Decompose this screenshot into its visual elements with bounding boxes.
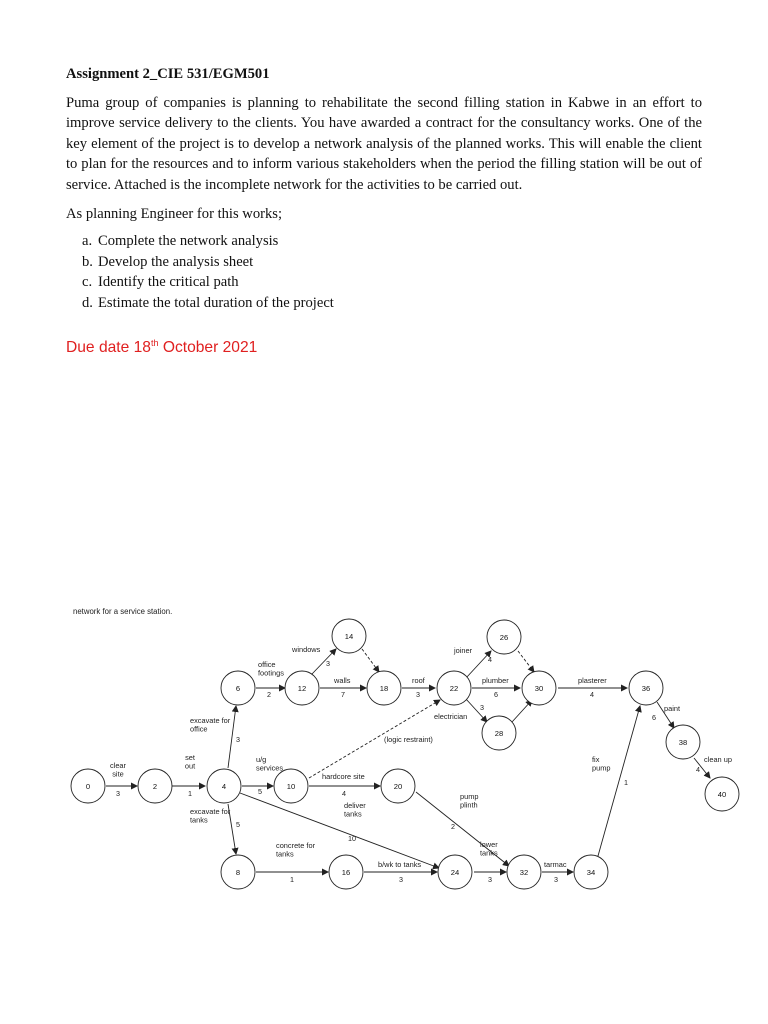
clear-site-duration: 3 [116, 789, 120, 798]
fix-pump-duration: 1 [624, 778, 628, 787]
clean-up-duration: 4 [696, 765, 700, 774]
task-marker: c. [82, 274, 93, 291]
office-footings-label: office footings [258, 660, 284, 678]
roof-duration: 3 [416, 690, 420, 699]
clear-site-label: clear site [109, 761, 127, 779]
logic-restraint-label: (logic restraint) [384, 735, 433, 744]
plasterer-duration: 4 [590, 690, 594, 699]
node-2-label: 2 [152, 782, 158, 791]
node-18-label: 18 [379, 684, 389, 693]
task-marker: d. [82, 294, 93, 311]
plasterer-label: plasterer [578, 676, 607, 685]
joiner-label: joiner [454, 646, 473, 655]
windows-label: windows [292, 645, 321, 654]
concrete-tanks-duration: 1 [290, 875, 294, 884]
windows-duration: 3 [326, 659, 330, 668]
bwk-tanks-label: b/wk to tanks [378, 860, 422, 869]
due-date-month-year: October 2021 [158, 339, 258, 357]
node-22-label: 22 [449, 684, 459, 693]
ug-services-label: u/g services [256, 755, 284, 773]
roof-label: roof [412, 676, 425, 685]
due-date-suffix-sup: th [150, 338, 159, 348]
set-out-label: set out [184, 753, 196, 771]
electrician-label: electrician [434, 712, 468, 721]
clean-up-label: clean up [704, 755, 732, 764]
excavate-tanks-label: excavate for tanks [190, 807, 231, 825]
node-36-label: 36 [641, 684, 651, 693]
plumber-label: plumber [482, 676, 509, 685]
edge-26-30 [518, 651, 534, 672]
concrete-tanks-label: concrete for tanks [276, 841, 316, 859]
deliver-tanks-label: deliver tanks [344, 801, 366, 819]
excavate-office-label: excavate for office [190, 716, 231, 734]
node-38-label: 38 [678, 738, 688, 747]
task-text: Identify the critical path [98, 274, 239, 291]
assignment-description: Puma group of companies is planning to rehabilitate the second filling station in Kabwe in an effort to improve service delivery to the clients. You have awarded a contract for the consultancy works. One of the key element of the project is to develop a network analysis of the planned works. This will enable the client to plan for the resources and to inform various stakeholders when the period the filling station will be out of service. Attached is the incomplete network for the activities to be carried out. [66, 95, 702, 193]
node-14-label: 14 [344, 632, 354, 641]
excavate-tanks-duration: 5 [236, 820, 240, 829]
node-0-label: 0 [85, 782, 91, 791]
due-date-prefix: Due date 18 [66, 339, 151, 357]
node-16-label: 16 [341, 868, 351, 877]
excavate-office-duration: 3 [236, 735, 240, 744]
walls-label: walls [334, 676, 351, 685]
walls-duration: 7 [341, 690, 345, 699]
node-30-label: 30 [534, 684, 544, 693]
pump-plinth-duration: 2 [451, 822, 455, 831]
lower-tanks-label: lower tanks [480, 840, 498, 858]
node-34-label: 34 [586, 868, 596, 877]
joiner-duration: 4 [488, 655, 492, 664]
node-32-label: 32 [519, 868, 529, 877]
tarmac-duration: 3 [554, 875, 558, 884]
tarmac-label: tarmac [544, 860, 567, 869]
deliver-tanks-duration: 10 [348, 834, 356, 843]
edge-28-30 [512, 700, 532, 722]
task-marker: a. [82, 233, 93, 250]
task-text: Develop the analysis sheet [98, 253, 254, 270]
node-28-label: 28 [494, 729, 504, 738]
node-24-label: 24 [450, 868, 460, 877]
fix-pump-label: fix pump [592, 755, 611, 773]
node-4-label: 4 [221, 782, 227, 791]
ug-services-duration: 5 [258, 787, 262, 796]
task-text: Complete the network analysis [98, 233, 279, 250]
task-marker: b. [82, 253, 93, 270]
paint-duration: 6 [652, 713, 656, 722]
node-10-label: 10 [286, 782, 296, 791]
electrician-duration: 3 [480, 703, 484, 712]
node-26-label: 26 [499, 633, 509, 642]
lower-tanks-duration: 3 [488, 875, 492, 884]
plumber-duration: 6 [494, 690, 498, 699]
task-lead: As planning Engineer for this works; [66, 206, 283, 223]
set-out-duration: 1 [188, 789, 192, 798]
diagram-caption: network for a service station. [73, 607, 173, 616]
paint-label: paint [664, 704, 681, 713]
node-20-label: 20 [393, 782, 403, 791]
hardcore-site-duration: 4 [342, 789, 346, 798]
node-40-label: 40 [717, 790, 727, 799]
edge-14-18 [362, 649, 379, 672]
bwk-tanks-duration: 3 [399, 875, 403, 884]
node-12-label: 12 [297, 684, 307, 693]
task-text: Estimate the total duration of the project [98, 294, 334, 311]
node-6-label: 6 [235, 684, 241, 693]
pump-plinth-label: pump plinth [460, 792, 479, 810]
hardcore-site-label: hardcore site [322, 772, 365, 781]
node-8-label: 8 [235, 868, 241, 877]
office-footings-duration: 2 [267, 690, 271, 699]
assignment-title: Assignment 2_CIE 531/EGM501 [66, 66, 270, 82]
edge-34-36 [598, 706, 640, 856]
